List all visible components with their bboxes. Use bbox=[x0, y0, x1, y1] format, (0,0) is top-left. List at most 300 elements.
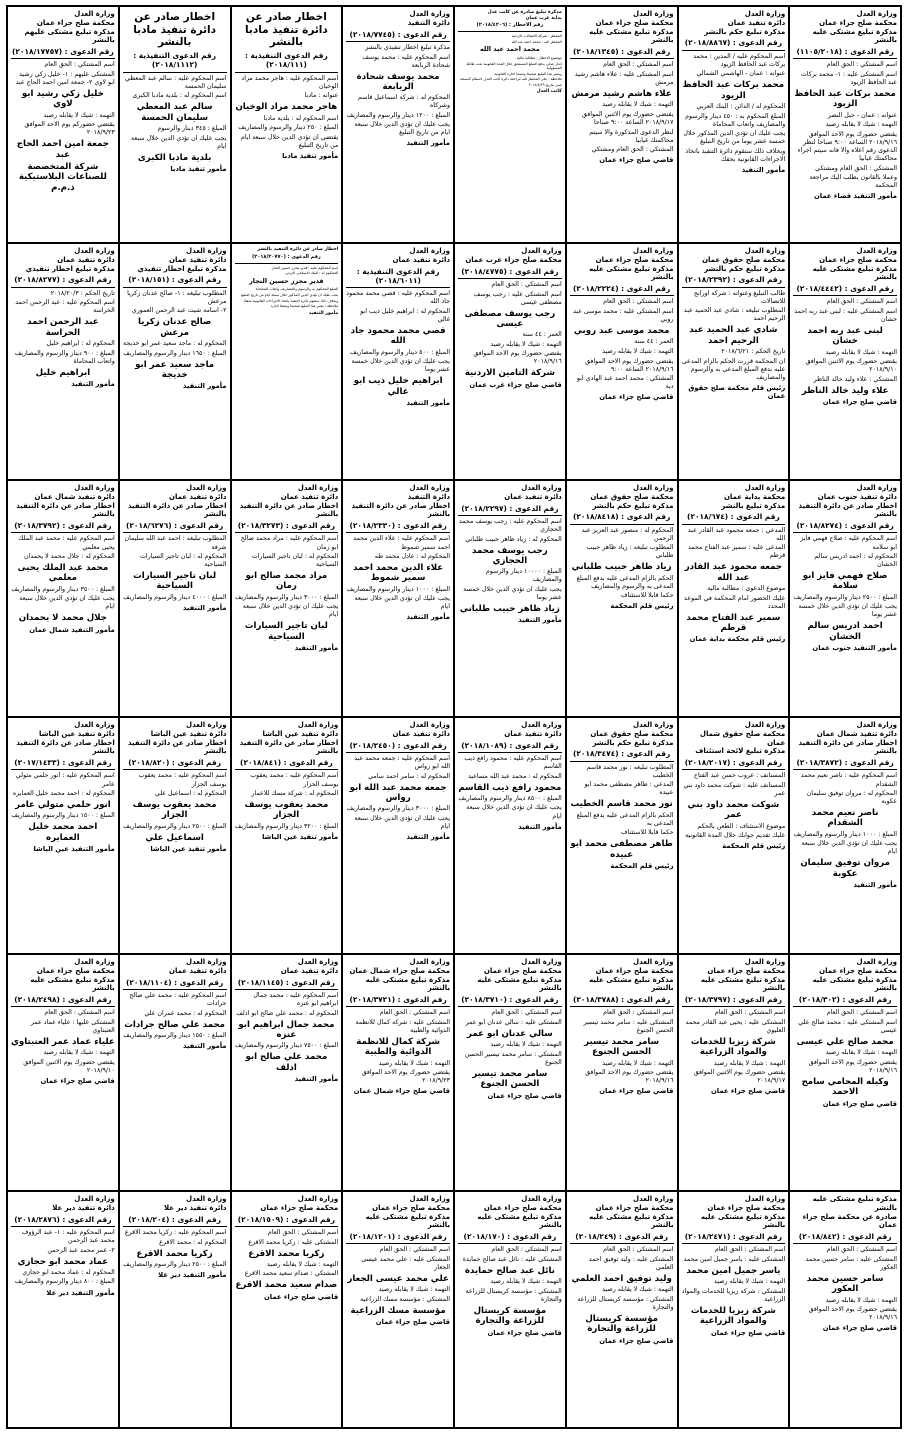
party-name: محمد صالح علي عيسى bbox=[796, 1037, 894, 1048]
notice-paragraph: اسم المشتكي : الحق العام bbox=[603, 1009, 674, 1017]
notice-header-line: وزارة العدل bbox=[521, 721, 562, 729]
party-name: زياد ظاهر حبيب طلباني bbox=[459, 603, 560, 614]
notice-header-line: دائرة تنفيذ عمان bbox=[57, 255, 115, 264]
notice-header-line: محكمة صلح جزاء عمان bbox=[595, 18, 674, 27]
divider bbox=[346, 1243, 450, 1244]
legal-notice bbox=[454, 480, 566, 717]
case-number: رقم الدعوى : (٢٠١٨/١٥١) bbox=[128, 275, 221, 285]
notice-signature: مأمور التنفيذ دير علا bbox=[158, 1270, 227, 1279]
party-name: بلدية مادبا الكبرى bbox=[137, 152, 212, 163]
case-number: رقم الدعوى : (٢٠١٨/٤٧٧٥) bbox=[461, 266, 559, 276]
notice-paragraph: المحكوم له : لبان تاجير السيارات السياحية bbox=[251, 553, 339, 569]
notice-body bbox=[793, 298, 897, 396]
notice-paragraph: ويعتبر هذا التبليغ صحيحا ومنتجا لاثاره القانونية bbox=[494, 71, 562, 76]
notice-header-line: محكمة صلح جزاء عمان bbox=[819, 966, 897, 975]
notice-paragraph: اسم المحكوم عليه : قدير محرز حسين النجار bbox=[271, 265, 339, 270]
notice-paragraph: اسم المحكوم عليه : محمد يعقوب يوسف الجزار bbox=[138, 772, 227, 788]
notice-body bbox=[123, 290, 227, 380]
notice-paragraph: اسم المشتكي : الحق العام bbox=[714, 1246, 786, 1254]
notice-paragraph: اسم المشتكي : الحق العام bbox=[603, 298, 674, 306]
notice-paragraph: المحكوم له : سامر احمد سامي bbox=[368, 772, 450, 780]
legal-notice bbox=[342, 243, 454, 480]
notice-paragraph: التهمة : شيك لا يقابله رصيد bbox=[378, 1286, 450, 1294]
notice-paragraph: المخطر اليه : محمد احمد عبد الله bbox=[511, 40, 562, 45]
notice-header-line: مذكرة تبليغ مشتكى عليهم بالنشر bbox=[24, 27, 115, 45]
notice-paragraph: المحكوم له : محمد علي صالح ابو ادلف bbox=[236, 1009, 339, 1017]
notice-paragraph: المبلغ : ٥٠٠ دينار والرسوم والمصاريف bbox=[349, 348, 450, 356]
party-name: ماجد سعيد عمر ابو خديجة bbox=[135, 359, 215, 380]
legal-notice bbox=[678, 243, 790, 480]
notice-signature: مأمور التنفيذ bbox=[741, 165, 786, 174]
notice-paragraph: المشتكي : علاء وليد خالد الناظر bbox=[813, 375, 897, 383]
notice-header-line: مذكرة تبليغ اخطار تنفيذي bbox=[137, 264, 227, 273]
notice-signature: مأمور التنفيذ bbox=[406, 399, 450, 408]
notice-body bbox=[793, 1009, 897, 1097]
case-number: رقم الدعوى : (٢٠١٨/٢٢٢٤) bbox=[573, 284, 671, 293]
notice-signature: قاضي صلح جزاء عمان bbox=[375, 1318, 450, 1327]
legal-notice bbox=[231, 717, 343, 954]
notice-paragraph: اسم المشتكي : الحق العام bbox=[44, 1009, 115, 1017]
party-name: محمود رافع ذيب القاسم bbox=[458, 782, 562, 793]
case-number: رقم الدعوى : (٢٠١٨/٣٧٢١) bbox=[349, 995, 447, 1004]
party-name: ناصر نعيم محمد الشقدام bbox=[811, 808, 879, 829]
notice-header-line: اخطار صادر عن دائرة التنفيذ بالنشر bbox=[16, 738, 115, 756]
notice-header-line: وزارة العدل bbox=[409, 958, 450, 966]
notice-header-line: وزارة العدل bbox=[74, 958, 115, 966]
notice-signature: مأمور التنفيذ bbox=[294, 1074, 339, 1083]
notice-paragraph: اسم المشتكي : الحق العام bbox=[491, 1246, 562, 1254]
notice-signature: قاضي صلح جزاء عمان bbox=[822, 1099, 897, 1108]
legal-notice bbox=[566, 243, 678, 480]
notice-paragraph: المشتكي : الحق العام ومشتكي bbox=[591, 146, 674, 154]
notice-header-line: دائرة تنفيذ عمان bbox=[392, 729, 450, 738]
party-name: سمير عبد الفتاح محمد قرطم bbox=[686, 612, 781, 633]
notice-paragraph: طالب التبليغ وعنوانه : شركة اورانج للاتصالات bbox=[693, 289, 786, 305]
notice-header-line: مذكرة تبليغ مشتكى عليه بالنشر bbox=[477, 1212, 562, 1230]
notice-paragraph: اسم المشتكي : الحق العام bbox=[491, 1009, 562, 1017]
notice-signature: قاضي صلح جزاء عمان bbox=[710, 1087, 786, 1096]
party-name: مؤسسة كريستال للزراعة والتجارة bbox=[473, 1306, 547, 1327]
notice-paragraph: المحكوم له : محمد عمران علي bbox=[144, 1009, 227, 1017]
party-name: شركة كمال للانظمة الدوائية والطبية bbox=[356, 1037, 440, 1058]
notice-paragraph: المبلغ : ١٠٠٠٠ دينار والرسوم والمصاريف bbox=[486, 568, 562, 584]
legal-notice bbox=[678, 717, 790, 954]
divider bbox=[123, 1226, 227, 1227]
legal-notice bbox=[342, 6, 454, 243]
case-number: رقم الدعوى : (٢٠١٨/٧٧٤٥) bbox=[349, 29, 447, 39]
case-number: رقم الدعوى : (٢٠١٨/٦٧٤) bbox=[687, 512, 780, 522]
case-number: رقم الدعوى : (٢٠١٨/٨٢٠) bbox=[128, 758, 221, 767]
notice-body bbox=[235, 772, 339, 830]
notice-paragraph: المحكوم له : محمد الاقرع bbox=[159, 1238, 227, 1246]
notice-signature: مأمور التنفيذ bbox=[308, 310, 339, 316]
notice-paragraph: يقتضي حضورك يوم الاثنين الموافق ٢٠١٨/٩/١٧ الساعة ٩:٠٠ صباحا bbox=[581, 110, 674, 127]
notice-header-line: مذكرة تبليغ اخطار تنفيذي bbox=[25, 264, 115, 273]
case-number: رقم الدعوى : (٢٠١٨/٢٨٧٦) bbox=[14, 1214, 112, 1224]
legal-notice bbox=[789, 480, 901, 717]
divider bbox=[682, 524, 786, 525]
party-name: شركة زيزيا للخدمات والمواد الزراعية bbox=[690, 1306, 776, 1327]
case-number: رقم الدعوى : (٢٠١٨/١١٠٤) bbox=[126, 977, 224, 987]
notice-paragraph: اسم المحكوم عليه : محمد علي صالح جرادات bbox=[129, 991, 227, 1008]
notice-paragraph: المشتكى عليه : نائل عبد صالح حمايدة bbox=[462, 1256, 562, 1264]
notice-paragraph: اسم المحكوم له : بلدية مادبا الكبرى bbox=[132, 92, 227, 100]
divider bbox=[11, 1006, 115, 1007]
party-name: محمد موسى عبد روبي bbox=[573, 326, 670, 337]
divider bbox=[793, 295, 897, 296]
notice-header-line: وزارة العدل bbox=[409, 1195, 450, 1203]
notice-header-line: اخطار صادر عن دائرة التنفيذ بالنشر bbox=[239, 501, 339, 519]
party-name: سامر محمد تيسير الحسن الجنوع bbox=[472, 1069, 548, 1090]
notice-body bbox=[346, 290, 450, 397]
notice-paragraph: المبلغ المحكوم به والرسوم والمصاريف واتعاب المحاماة bbox=[255, 287, 339, 292]
legal-notice bbox=[566, 480, 678, 717]
case-number: رقم الدعوى : (٢٠١٨/٣٠٢) bbox=[798, 995, 892, 1004]
notice-header-line: محكمة صلح جزاء عمان bbox=[707, 1203, 786, 1212]
notice-paragraph: المخطر : شركة الاتصالات الاردنية bbox=[511, 34, 562, 39]
party-name: سالم عبد المعطي سليمان الحمسة bbox=[136, 102, 213, 123]
party-name: وكيله المحامي سامح الاحمد bbox=[801, 1077, 889, 1098]
notice-header-line: وزارة العدل bbox=[521, 484, 562, 492]
notice-signature: مأمور التنفيذ bbox=[853, 881, 897, 890]
case-number: رقم الدعوى : (٢٠١٨/٢٤٧١) bbox=[684, 1232, 782, 1241]
notice-paragraph: يجب عليك ان تؤدي الدين خلال خمسة عشر يوما bbox=[351, 358, 450, 374]
notice-header-line: دائرة تنفيذ دير علا bbox=[52, 1203, 115, 1212]
notice-paragraph: المشتكي : الحق العام ومشتكي bbox=[815, 164, 897, 172]
party-name: زكريا محمد الاقرع bbox=[136, 1248, 213, 1259]
notice-signature: قاضي صلح جزاء عمان bbox=[710, 1328, 786, 1337]
notice-paragraph: عليك تقديم جوابك خلال المدة القانونية bbox=[685, 832, 786, 840]
divider bbox=[11, 769, 115, 770]
legal-notice bbox=[231, 480, 343, 717]
party-name: شركة التامين الاردنية bbox=[464, 368, 555, 379]
legal-notice bbox=[7, 954, 119, 1191]
notice-paragraph: اسم المحكوم عليه : زكريا محمد الاقرع bbox=[124, 1228, 227, 1236]
notice-signature: مأمور التنفيذ عين الباشا bbox=[33, 845, 115, 854]
party-name: جمعه محمود عبد القادر عبد الله bbox=[684, 562, 783, 583]
notice-paragraph: المبلغ : ٣٥٠٠ دينار والرسوم والمصاريف bbox=[11, 585, 115, 593]
divider bbox=[123, 769, 227, 770]
notice-paragraph: اسم المحكوم عليه : ١- عبد الرؤوف محمد عبد الرحمن bbox=[21, 1228, 115, 1245]
notice-paragraph: لنظر الدعوى المذكورة والا سيتم محاكمتك غيابيا bbox=[589, 128, 674, 144]
notice-paragraph: المشتكي : صدام سعيد محمد الاقرع bbox=[244, 1270, 339, 1278]
divider bbox=[682, 50, 786, 51]
notice-paragraph: التهمة : شيك لا يقابله رصيد bbox=[490, 340, 562, 348]
notice-header-line: مذكرة تبليغ لائحة استئناف bbox=[695, 747, 786, 756]
case-number: رقم الدعوى : (٢٠١٨/٣٧٨٨) bbox=[573, 995, 671, 1004]
notice-body bbox=[11, 1009, 115, 1075]
notice-body bbox=[458, 518, 562, 614]
case-number: رقم الدعوى : (٢٠١٨/٦٢٧٦) bbox=[126, 521, 224, 530]
notice-header-line: وزارة العدل bbox=[633, 958, 674, 966]
notice-signature: مأمور تنفيذ عين الباشا bbox=[150, 845, 227, 854]
legal-notice bbox=[789, 243, 901, 480]
notice-header-line: مذكرة تبليغ مشتكى عليه بالنشر bbox=[812, 975, 897, 993]
notice-paragraph: المحكوم له : جلال محمد لا يحمدان bbox=[23, 553, 115, 561]
notice-signature: قاضي صلح جزاء غرب عمان bbox=[469, 380, 562, 389]
notice-paragraph: يقتضي حضورك يوم الاحد الموافق ٢٠١٨/٩/١٦ bbox=[808, 1306, 897, 1322]
notice-header-line: محكمة صلح جزاء عمان bbox=[483, 966, 562, 975]
notice-paragraph: يجب عليك ان تؤدي الدين خلال سبعة ايام bbox=[19, 595, 115, 611]
divider bbox=[793, 532, 897, 533]
legal-notice bbox=[7, 6, 119, 243]
case-number: رقم الدعوى : (٢٠١٨/٢٣٩٢) bbox=[684, 275, 782, 285]
notice-paragraph: المشتكي : مؤسسة مسك الزراعية bbox=[360, 1295, 450, 1303]
notice-paragraph: تاريخ الحكم : ٢٠١٨/٦/٢١ bbox=[721, 348, 786, 356]
notice-signature: مأمور التنفيذ bbox=[294, 644, 339, 653]
divider bbox=[235, 72, 339, 73]
notice-header-line: وزارة العدل bbox=[521, 958, 562, 966]
divider bbox=[570, 761, 674, 762]
notice-paragraph: المبلغ : ١٢٠٠ دينار والرسوم والمصاريف bbox=[346, 111, 450, 119]
notice-body bbox=[793, 1246, 897, 1322]
notice-paragraph: المشتكى عليه : ياسر جميل امين محمد bbox=[683, 1256, 786, 1264]
notice-paragraph: يقتضي حضورك يوم الاحد الموافق ٢٠١٨/٩/١٦ bbox=[473, 350, 562, 366]
party-name: صدام سعيد محمد الاقرع bbox=[235, 1280, 338, 1291]
legal-notice bbox=[789, 6, 901, 243]
divider bbox=[235, 263, 339, 264]
notice-paragraph: المبلغ المحكوم به : ٤٥٠ دينار والرسوم والمصاريف واتعاب المحاماة bbox=[685, 112, 786, 128]
party-name: انور حلمي متولي عامر bbox=[15, 800, 111, 811]
notice-body bbox=[11, 1229, 115, 1287]
legal-notices-page bbox=[6, 5, 902, 1429]
notice-header-line: وزارة العدل bbox=[633, 247, 674, 255]
case-number: رقم الدعوى التنفيذية : (٢٠١٨/٦٠١١) bbox=[356, 266, 440, 285]
notice-header-line: اخطار صادر عن دائرة التنفيذ بالنشر bbox=[798, 501, 897, 519]
notice-header-line: وزارة العدل bbox=[74, 1195, 115, 1203]
case-number: رقم الدعوى : (٢٠١٨/٣٢٧٣) bbox=[237, 521, 335, 530]
notice-paragraph: اسم المشتكى عليه : رجب يوسف مصطفى عيسى bbox=[473, 290, 562, 306]
notice-paragraph: المشتكى عليه : زكريا محمد الاقرع bbox=[248, 1238, 339, 1246]
notice-paragraph: صدر بتاريخ ٢٠١٨/٨/٢٩ bbox=[528, 83, 562, 88]
party-name: ياسر جميل امين محمد bbox=[686, 1266, 781, 1277]
notice-paragraph: اسم المحكوم عليه : قصي محمد محمود جاد الله bbox=[346, 290, 450, 306]
notice-paragraph: اسم المحكوم عليه : رجب يوسف محمد الحجازي bbox=[458, 517, 562, 534]
notice-paragraph: اسم المحكوم عليه : ناصر نعيم محمد الشقدام bbox=[800, 772, 897, 788]
notice-paragraph: يقتضي حضورك يوم الاثنين الموافق ٢٠١٨/٩/١٠ bbox=[805, 358, 897, 374]
notice-paragraph: المطلوب تبليغه : احمد عبد الله سليمان شرفة bbox=[124, 535, 227, 551]
notice-paragraph: المحكوم له : احمد ادريس سالم الخشان bbox=[814, 553, 897, 569]
notice-signature: مأمور التنفيذ bbox=[182, 382, 227, 391]
notice-signature: رئيس قلم محكمة بداية عمان bbox=[689, 635, 786, 644]
divider bbox=[682, 1243, 786, 1244]
notice-body bbox=[682, 290, 786, 382]
case-number: رقم الدعوى : (٢٠١٨/٣٧١٠) bbox=[461, 995, 559, 1004]
notice-header-line: مذكرة تبليغ مشتكى عليه بالنشر bbox=[589, 27, 674, 45]
case-number: رقم الاخطار : (٢٠١٨/٤٢٠٦) bbox=[476, 22, 544, 29]
party-name: ابراهيم خليل ذيب ابو غالي bbox=[353, 376, 443, 397]
legal-notice bbox=[342, 717, 454, 954]
party-name: محمد جمال ابراهيم ابو عنزه bbox=[238, 1019, 335, 1040]
notice-paragraph: المبلغ : ٣٠٠٠ دينار والرسوم والمصاريف bbox=[234, 593, 339, 601]
notice-paragraph: اسم المشتكى عليه : محمد موسى عبد روبي bbox=[572, 308, 674, 324]
notice-header-line: وزارة العدل bbox=[856, 10, 897, 18]
notice-paragraph: اسم المحكوم عليه / المدين : محمد بركات عبد الحافظ الزيود bbox=[693, 52, 786, 68]
party-name: صالح عدنان زكريا مرعش bbox=[137, 317, 212, 338]
legal-notice bbox=[454, 243, 566, 480]
party-name: علاء هاشم رشيد مرمش bbox=[571, 89, 672, 100]
notice-header-line: اخطار صادر عن دائرة التنفيذ بالنشر bbox=[127, 501, 227, 519]
notice-header-line: محكمة صلح حقوق عمان bbox=[590, 729, 674, 738]
notice-header-line: محكمة صلح جزاء عمان bbox=[260, 1203, 339, 1212]
divider bbox=[682, 769, 786, 770]
notice-header-line: دائرة تنفيذ عمان bbox=[169, 255, 227, 264]
notice-header-line: وزارة العدل bbox=[186, 1195, 227, 1203]
notice-paragraph: المطلوب تبليغه : شادي عبد الحميد عبد الرحيم احمد bbox=[683, 307, 786, 323]
notice-body bbox=[235, 75, 339, 150]
notice-header-line: مذكرة تبليغ مشتكى عليه بالنشر bbox=[30, 975, 115, 993]
notice-paragraph: المدعي : طاهر مصطفى محمد ابو عبيده bbox=[584, 781, 674, 797]
notice-paragraph: اسم المشتكي : الحق العام bbox=[267, 1228, 339, 1236]
notice-paragraph: المبلغ : ٣٢٠٠ دينار والرسوم والمصاريف bbox=[234, 822, 339, 830]
notice-body bbox=[346, 535, 450, 611]
notice-paragraph: يقتضي حضورك يوم الاحد الموافق ٢٠١٨/٩/٢٣ bbox=[361, 1069, 450, 1085]
notice-header-line: محكمة صلح حقوق شمال عمان bbox=[699, 729, 786, 747]
notice-paragraph: الحكم بالزام المدعى عليه بدفع المبلغ المدعى به bbox=[576, 811, 674, 827]
notice-body bbox=[682, 1009, 786, 1085]
notice-header-line: مذكرة تبليغ مشتكى عليه بالنشر bbox=[812, 27, 897, 45]
notice-signature: قاضي صلح جزاء عمان bbox=[40, 1077, 115, 1086]
notice-signature: مأمور التنفيذ bbox=[182, 1041, 227, 1050]
notice-header-line: دائرة التنفيذ bbox=[407, 18, 450, 27]
notice-header-line: بداية غرب عمان bbox=[525, 15, 562, 21]
notice-header-line: مذكرة تبليغ مشتكى عليه بالنشر bbox=[812, 264, 897, 282]
notice-paragraph: المحكوم له : مروان توفيق سليمان عكوبة bbox=[806, 790, 897, 806]
legal-notice bbox=[454, 6, 566, 243]
legal-notice bbox=[342, 480, 454, 717]
notice-signature: رئيس قلم محكمة صلح حقوق عمان bbox=[688, 383, 786, 401]
notice-paragraph: المشتكى عليهم : ١- خليل زكي رشيد ابو لاوي ٢- جمعة امين احمد الحاج عبد bbox=[15, 71, 115, 87]
notice-paragraph: التهمة : شيك لا يقابله رصيد bbox=[43, 111, 115, 119]
notice-paragraph: ٢- اسامة شيت عبد الرحمن العموري bbox=[131, 307, 227, 315]
divider bbox=[793, 1243, 897, 1244]
notice-paragraph: المبلغ : ١٥٥٠ دينار والرسوم والمصاريف bbox=[123, 1031, 227, 1039]
notice-header-line: صادرة عن محكمة صلح جزاء عمان bbox=[802, 1212, 897, 1230]
notice-body bbox=[123, 992, 227, 1040]
notice-paragraph: المبلغ : ٨٥٠٠ دينار والرسوم والمصاريف bbox=[458, 794, 562, 802]
notice-paragraph: اسم المشتكي : الحق العام bbox=[491, 280, 562, 288]
notice-paragraph: يجب عليك ان تؤدي الدين خلال سبعة ايام bbox=[130, 134, 227, 150]
notice-header-line: محكمة صلح جزاء عمان bbox=[595, 255, 674, 264]
notice-paragraph: المحكوم له : شركة اسماعيل قاسم وشركاه bbox=[358, 94, 450, 110]
notice-header-line: مذكرة تبليغ حكم بالنشر bbox=[592, 501, 674, 510]
divider bbox=[570, 58, 674, 59]
notice-paragraph: يجب عليك ان تؤدي الدين خلال سبعة ايام bbox=[466, 804, 562, 820]
notice-paragraph: يقتضي حضورك يوم الاحد الموافق ٢٠١٨/٩/١٦ الساعة ٩:٠٠ bbox=[585, 357, 674, 373]
notice-body bbox=[346, 44, 450, 138]
party-name: نائل عبد صالح حمايدة bbox=[464, 1266, 555, 1277]
notice-header-line: وزارة العدل bbox=[744, 10, 786, 18]
notice-header-line: وزارة العدل bbox=[856, 958, 897, 966]
notice-paragraph: اسم المحكوم عليه : هاجر محمد مراد الوخيان bbox=[241, 74, 339, 90]
notice-header-line: وزارة العدل bbox=[856, 484, 897, 492]
case-number: رقم الدعوى : (٢٠١٨/٨٤٢) bbox=[798, 1232, 892, 1241]
notice-body bbox=[570, 1009, 674, 1085]
case-number: رقم الدعوى : (١١٠٥/٢٠١٨) bbox=[796, 47, 894, 56]
notice-signature: مأمور التنفيذ bbox=[518, 822, 562, 831]
notice-body bbox=[793, 535, 897, 642]
party-name: احمد ادريس سالم الخشان bbox=[807, 621, 883, 642]
notice-paragraph: اسم المحكوم له : بلدية مادبا bbox=[263, 114, 339, 122]
notice-header-line: دائرة تنفيذ جنوب عمان bbox=[817, 492, 897, 501]
legal-notice bbox=[7, 243, 119, 480]
notice-paragraph: وبخلاف ذلك ستقوم دائرة التنفيذ باتخاذ الاجراءات القانونية بحقك bbox=[685, 147, 786, 163]
notice-body bbox=[570, 527, 674, 601]
notice-paragraph: اسم المشتكى عليه : لبنى عبد ربه احمد خشان bbox=[794, 308, 897, 324]
notice-header-line: مذكرة تبليغ مشتكى عليه بالنشر bbox=[365, 975, 450, 993]
case-number: رقم الدعوى التنفيذية : (٢٠١٨/١١١٢) bbox=[133, 50, 217, 70]
case-number: رقم الدعوى : (٢٠١٨/١٠٨٩) bbox=[461, 740, 559, 750]
notice-paragraph: المبلغ : ٤٠٠٠ دينار والرسوم والمصاريف bbox=[123, 593, 227, 601]
notice-header-line: وزارة العدل bbox=[74, 721, 115, 729]
case-number: رقم الدعوى : (٢٠١٨/٤٤٤٢) bbox=[796, 284, 894, 293]
divider bbox=[11, 58, 115, 59]
notice-body bbox=[793, 61, 897, 190]
notice-paragraph: عليك الحضور امام المحكمة في الموعد المحدد bbox=[684, 594, 786, 610]
notice-body bbox=[123, 772, 227, 843]
notice-body bbox=[682, 1246, 786, 1326]
party-name: لبنى عبد ربه احمد خشان bbox=[807, 326, 883, 347]
notice-paragraph: مذكرة تبليغ اخطار تنفيذي بالنشر bbox=[365, 43, 450, 51]
notice-header-line: محكمة صلح جزاء عمان bbox=[595, 966, 674, 975]
notice-paragraph: المشتكى عليه : وليد توفيق احمد العلمي bbox=[588, 1256, 674, 1272]
notice-paragraph: عنوانه : مادبا bbox=[304, 92, 339, 100]
notice-body bbox=[123, 535, 227, 601]
notice-signature: قاضي صلح جزاء عمان bbox=[599, 156, 674, 165]
notice-paragraph: المحكوم له : محمد عبد الله مساعيد bbox=[467, 772, 562, 780]
party-name: جمعه محمد عبد الله ابو رواس bbox=[349, 782, 447, 803]
party-name: هاجر محمد مراد الوخيان bbox=[235, 102, 338, 113]
notice-paragraph: يقتضي حضورك يوم الاحد الموافق ٢٠١٨/٩/١٦ bbox=[585, 1069, 674, 1085]
notice-header-line: محكمة صلح جزاء شمال عمان bbox=[349, 966, 450, 975]
notice-header-line: وزارة العدل bbox=[409, 247, 450, 255]
notice-signature: مأمور التنفيذ bbox=[182, 603, 227, 612]
notice-header-line: محكمة صلح جزاء عمان bbox=[707, 966, 786, 975]
notice-signature: رئيس قلم المحكمة bbox=[610, 602, 674, 611]
notice-paragraph: اسم المحكوم عليه : مراد محمد صالح ابو رمان bbox=[240, 535, 339, 551]
notice-header-line: اخطار صادر عن دائرة التنفيذ بالنشر bbox=[127, 738, 227, 756]
notice-paragraph: المطلوب تبليغه : نور محمد قاسم الخطيب bbox=[586, 763, 674, 779]
party-name: لبان تاجير السيارات السياحية bbox=[244, 621, 328, 642]
notice-signature: مأمور التنفيذ جنوب عمان bbox=[812, 644, 897, 653]
notice-body bbox=[458, 755, 562, 821]
case-number: رقم الدعوى : (٢٠١٨/٨٤١) bbox=[240, 758, 333, 767]
notice-body bbox=[682, 527, 786, 634]
notice-signature: مأمور التنفيذ قضاء عمان bbox=[814, 192, 897, 201]
notice-paragraph: وعملا بالقانون يطلب اليك مراجعة المحكمة bbox=[809, 174, 897, 190]
case-number: رقم الدعوى : (٢٠١٨/٣٨٧٢) bbox=[796, 758, 894, 767]
notice-header-line: دائرة تنفيذ عمان bbox=[280, 966, 339, 975]
notice-paragraph: اسم المشتكي : الحق العام bbox=[379, 1246, 450, 1254]
notice-paragraph: اسم المشتكى عليه : علاء هاشم رشيد مرمش bbox=[574, 71, 674, 87]
notice-paragraph: التهمة : شيك لا يقابله رصيد bbox=[43, 1049, 115, 1057]
notice-paragraph: المدعى عليه : سمير عبد الفتاح محمد قرطم bbox=[688, 544, 786, 560]
notice-paragraph: التهمة : شيك لا يقابله رصيد bbox=[490, 1278, 562, 1286]
notice-paragraph: المحكوم له : زياد ظاهر حبيب طلباني bbox=[465, 535, 562, 543]
notice-body bbox=[682, 772, 786, 840]
case-number: رقم الدعوى : (٢٠١٧/١٤٣٣) bbox=[14, 758, 112, 767]
legal-notice bbox=[566, 717, 678, 954]
notice-paragraph: التهمة : شيك لا يقابله رصيد bbox=[490, 1041, 562, 1049]
party-name: مؤسسة كريستال للزراعة والتجارة bbox=[585, 1314, 658, 1335]
party-name: عبد الرحمن احمد الحراسة bbox=[27, 317, 99, 338]
notice-paragraph: المبلغ : ٣٠٠٠ دينار والرسوم والمصاريف bbox=[346, 805, 450, 813]
party-name: علاء وليد خالد الناظر bbox=[801, 385, 889, 396]
notice-paragraph: اسم المحكوم عليه : محمود رافع ذيب القاسم bbox=[464, 754, 562, 771]
notice-signature: رئيس قلم المحكمة bbox=[722, 842, 786, 851]
party-name: نور محمد قاسم الخطيب bbox=[570, 799, 673, 810]
party-name: مروان توفيق سليمان عكوبة bbox=[800, 858, 890, 879]
